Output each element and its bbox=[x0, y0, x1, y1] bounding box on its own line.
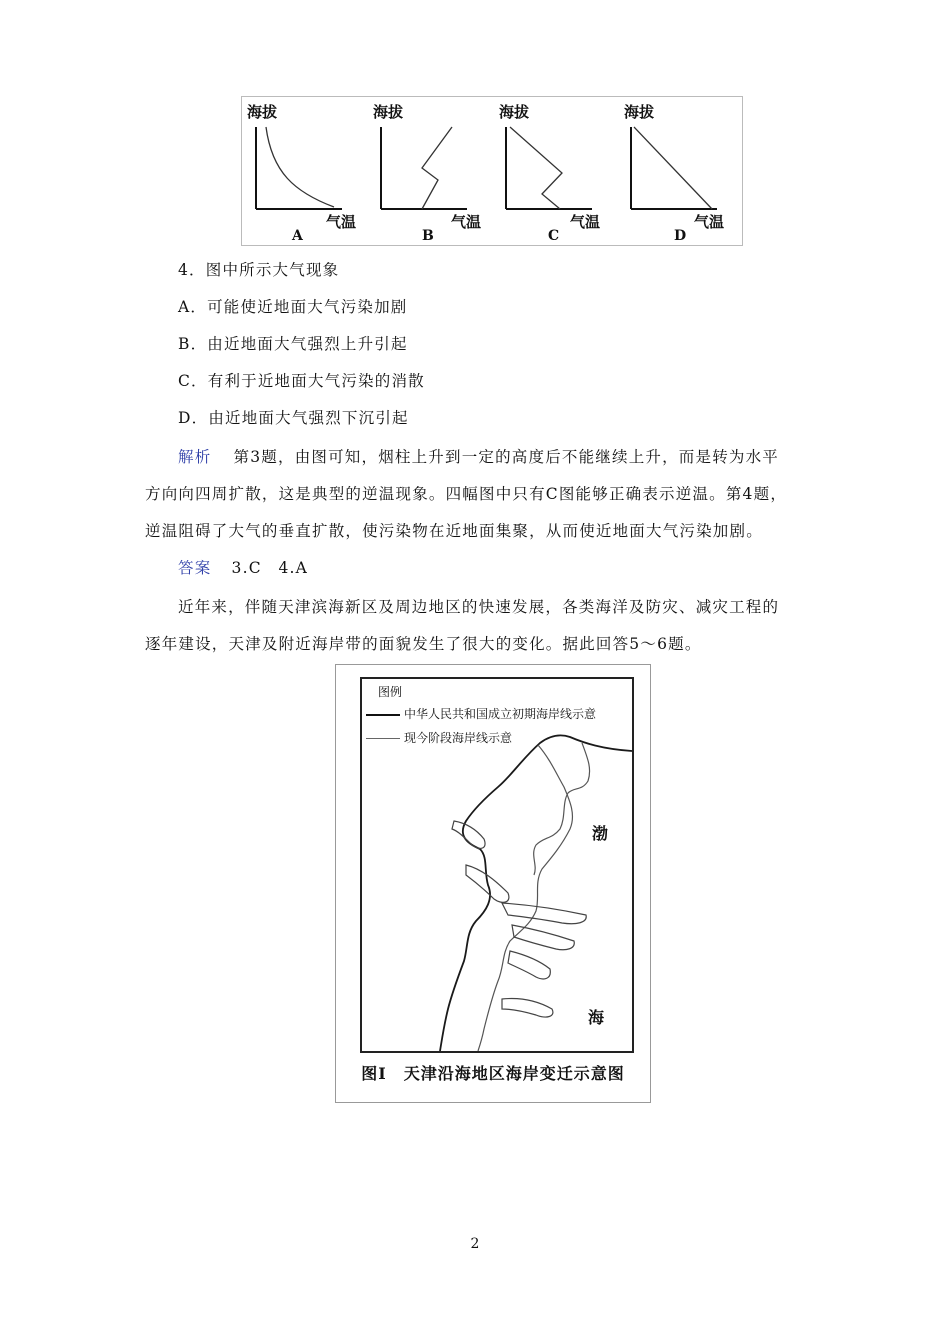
answer-label: 答案 bbox=[178, 559, 212, 577]
answer-line bbox=[178, 556, 308, 578]
question-4-option-b: B．由近地面大气强烈上升引起 bbox=[178, 335, 408, 353]
panel-a bbox=[247, 103, 356, 244]
panel-c-letter: C bbox=[548, 228, 560, 244]
analysis-line-3: 逆温阻碍了大气的垂直扩散，使污染物在近地面集聚，从而使近地面大气污染加剧。 bbox=[145, 522, 763, 540]
legend-item-new bbox=[366, 729, 512, 746]
panel-b bbox=[373, 103, 481, 244]
legend-new-line bbox=[366, 738, 400, 739]
page-number: 2 bbox=[470, 1236, 480, 1252]
legend-title: 图例 bbox=[378, 685, 403, 699]
analysis-line-1 bbox=[178, 445, 779, 467]
panel-a-yaxis: 海拔 bbox=[247, 103, 278, 121]
analysis-text-1: 第3题，由图可知，烟柱上升到一定的高度后不能继续上升，而是转为水平 bbox=[233, 448, 780, 466]
intro-line-2: 逐年建设，天津及附近海岸带的面貌发生了很大的变化。据此回答5～6题。 bbox=[145, 635, 702, 653]
intro-line-1: 近年来，伴随天津滨海新区及周边地区的快速发展，各类海洋及防灾、减灾工程的 bbox=[178, 598, 780, 616]
question-4-option-a: A．可能使近地面大气污染加剧 bbox=[178, 298, 408, 316]
legend-new-label: 现今阶段海岸线示意 bbox=[404, 731, 513, 745]
legend-item-old bbox=[366, 705, 596, 722]
sea-label-bo: 渤 bbox=[592, 824, 609, 843]
panel-d-xaxis: 气温 bbox=[694, 213, 725, 231]
panel-c bbox=[499, 103, 600, 244]
temperature-profile-figure bbox=[241, 96, 743, 246]
panel-d bbox=[624, 103, 724, 244]
map-caption: 图Ⅰ 天津沿海地区海岸变迁示意图 bbox=[361, 1064, 625, 1083]
legend-old-line bbox=[366, 714, 400, 716]
question-4-option-c: C．有利于近地面大气污染的消散 bbox=[178, 372, 425, 390]
question-4-option-d: D．由近地面大气强烈下沉引起 bbox=[178, 409, 409, 427]
temperature-profile-svg bbox=[242, 97, 742, 245]
coastline-map-figure bbox=[335, 664, 651, 1103]
panel-a-letter: A bbox=[292, 228, 303, 244]
panel-a-xaxis: 气温 bbox=[326, 213, 357, 231]
panel-d-letter: D bbox=[674, 228, 687, 244]
question-4-stem: 4．图中所示大气现象 bbox=[178, 261, 340, 279]
sea-label-hai: 海 bbox=[588, 1008, 605, 1027]
answer-text: 3.C 4.A bbox=[231, 559, 309, 577]
analysis-label: 解析 bbox=[178, 448, 212, 466]
panel-d-yaxis: 海拔 bbox=[624, 103, 655, 121]
panel-b-xaxis: 气温 bbox=[451, 213, 482, 231]
panel-c-xaxis: 气温 bbox=[570, 213, 601, 231]
panel-b-letter: B bbox=[422, 228, 434, 244]
legend-old-label: 中华人民共和国成立初期海岸线示意 bbox=[404, 707, 597, 721]
panel-b-yaxis: 海拔 bbox=[373, 103, 404, 121]
panel-c-yaxis: 海拔 bbox=[499, 103, 530, 121]
analysis-line-2: 方向向四周扩散，这是典型的逆温现象。四幅图中只有C图能够正确表示逆温。第4题， bbox=[145, 485, 788, 503]
